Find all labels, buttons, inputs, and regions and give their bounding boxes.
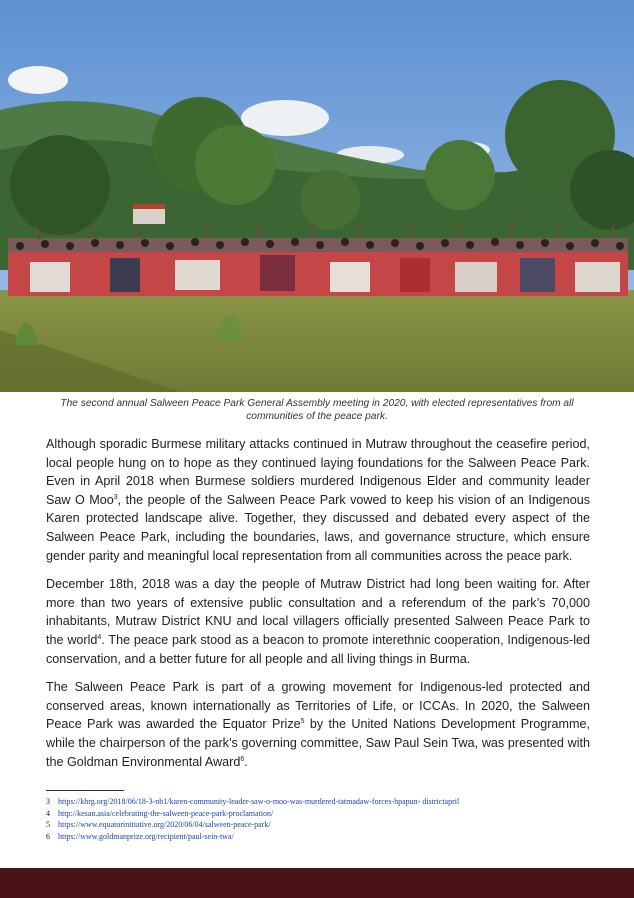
- footnote-ref-4[interactable]: 4: [97, 633, 102, 641]
- footnote-ref-5[interactable]: 5: [300, 718, 305, 726]
- paragraph-2: December 18th, 2018 was a day the people of Mutraw District had long been waiting for. After more than two years of extensive public consultation and a referendum of the park’s 70,000 inhabitants, Mutraw District KNU and local villagers officially presented Salween Peace Park to the world$^4$. The peace park stood as a beacon to promote interethnic cooperation, Indigenous-led conservation, and a better future for all people and all living things in Burma.: [46, 577, 590, 666]
- photo-caption: The second annual Salween Peace Park General Assembly meeting in 2020, with elected representatives from all communities of the peace park.: [60, 398, 574, 422]
- article-body: [46, 435, 590, 781]
- footnote-item: [46, 796, 606, 808]
- footnote-link[interactable]: https://www.goldmanprize.org/recipient/paul-sein-twa/: [58, 831, 234, 841]
- footnote-item: [46, 808, 606, 820]
- paragraph-1: Although sporadic Burmese military attacks continued in Mutraw throughout the ceasefire period, local people hung on to hope as they continued laying foundations for the Salween Peace Park. Even in April 2018 when Burmese soldiers murdered Indigenous Elder and community leader Saw O Moo$^3$, the people of the Salween Peace Park vowed to keep his vision of an Indigenous Karen protected landscape alive. Together, they discussed and debated every aspect of the Salween Peace Park, including the boundaries, laws, and governance structure, which ensure gender parity and meaningful local representation from all communities across the peace park.: [46, 437, 590, 563]
- footnote-link[interactable]: https://www.equatorinitiative.org/2020/06/04/salween-peace-park/: [58, 820, 271, 829]
- footnote-link[interactable]: https://khrg.org/2018/06/18-3-nb1/karen-community-leader-saw-o-moo-was-murdered-tatmadaw-forces-hpapun- districtapril: [58, 797, 460, 806]
- footnote-divider: [46, 790, 124, 791]
- footnote-link[interactable]: http://kesan.asia/celebrating-the-salween-peace-park-proclamation/: [58, 808, 274, 818]
- footnote-number: 5: [46, 820, 50, 829]
- footnote-number: 3: [46, 797, 50, 806]
- footnote-ref-6[interactable]: 6: [240, 755, 245, 763]
- footnote-ref-3[interactable]: 3: [113, 493, 118, 501]
- footer-bar: [0, 868, 634, 898]
- footnote-number: 6: [46, 831, 50, 841]
- group-photo-image: [0, 0, 634, 392]
- footnotes: [46, 796, 606, 842]
- footnote-item: [46, 831, 606, 843]
- footnote-number: 4: [46, 808, 50, 818]
- paragraph-3: The Salween Peace Park is part of a growing movement for Indigenous-led protected and conserved areas, known internationally as Territories of Life, or ICCAs. In 2020, the Salween Peace Park was awarded the Equator Prize$^5$ by the United Nations Development Programme, while the chairperson of the park’s governing committee, Saw Paul Sein Twa, was presented with the Goldman Environmental Award$^6$.: [46, 680, 590, 769]
- group-photo: [0, 0, 634, 392]
- footnote-item: [46, 819, 606, 831]
